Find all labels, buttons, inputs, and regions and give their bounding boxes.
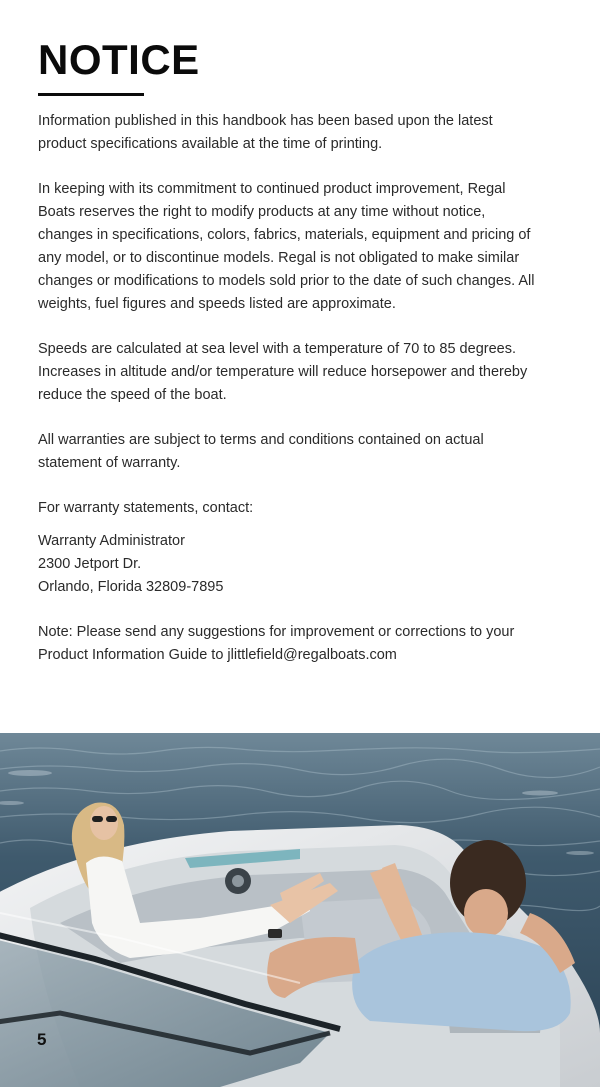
address-line: Orlando, Florida 32809-7895 (38, 579, 224, 595)
page-title: NOTICE (38, 36, 200, 83)
paragraph-warranty-contact: For warranty statements, contact: (38, 500, 254, 516)
paragraph-warranties: All warranties are subject to terms and conditions contained on actual statement of warranty. (38, 432, 484, 471)
boat-scene-illustration (0, 733, 600, 1087)
paragraph-product-improvement: In keeping with its commitment to continued product improvement, Regal Boats reserves the right to modify products at any time without notice, changes in specifications, colors, fabrics, materials, equipment and pricing of any model, or to discontinue models. Regal is not obligated to make similar changes or modifications to models sold prior to the date of such changes. All weights, fuel figures and speeds listed are approximate. (38, 181, 535, 312)
address-line: Warranty Administrator (38, 533, 185, 549)
boat-photo (0, 733, 600, 1087)
page-number: 5 (37, 1030, 47, 1049)
paragraph-speeds: Speeds are calculated at sea level with a temperature of 70 to 85 degrees. Increases in altitude and/or temperature will reduce horsepower and thereby reduce the speed of the boat. (38, 341, 528, 403)
notice-section (38, 36, 538, 689)
speaker-cone (232, 875, 244, 887)
paragraph-note: Note: Please send any suggestions for improvement or corrections to your Product Information Guide to jlittlefield@regalboats.com (38, 624, 515, 663)
title-underline (38, 93, 144, 96)
address-line: 2300 Jetport Dr. (38, 556, 142, 572)
paragraph-specifications: Information published in this handbook has been based upon the latest product specifications available at the time of printing. (38, 113, 493, 152)
warranty-address (38, 530, 538, 599)
